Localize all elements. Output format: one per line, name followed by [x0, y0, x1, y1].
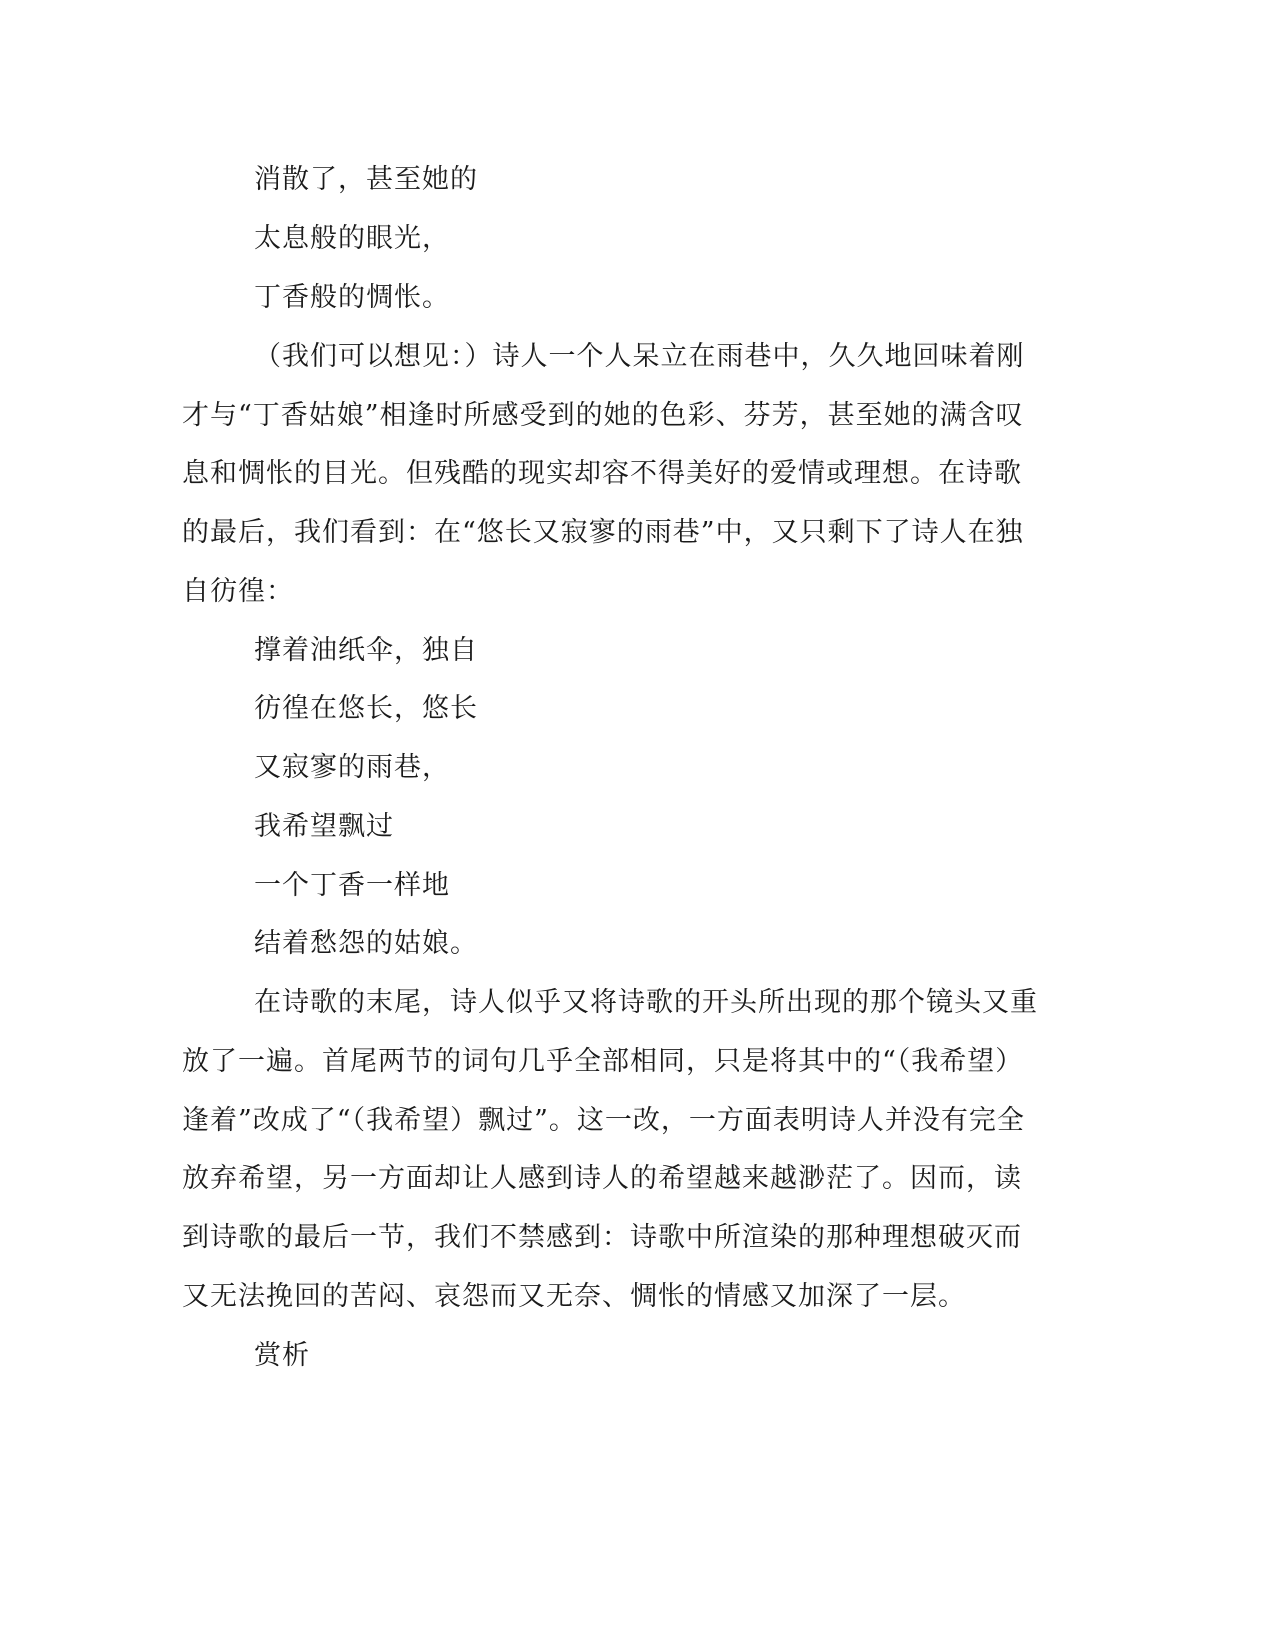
poem-line: 又寂寥的雨巷， — [254, 752, 450, 783]
paragraph-line: （我们可以想见：）诗人一个人呆立在雨巷中，久久地回味着刚 — [254, 341, 1025, 372]
paragraph-line: 放弃希望，另一方面却让人感到诗人的希望越来越渺茫了。因而，读 — [182, 1163, 1022, 1194]
poem-line: 一个丁香一样地 — [254, 870, 450, 901]
paragraph-line: 到诗歌的最后一节，我们不禁感到：诗歌中所渲染的那种理想破灭而 — [182, 1222, 1022, 1253]
section-heading: 赏析 — [254, 1340, 310, 1371]
paragraph-line: 在诗歌的末尾，诗人似乎又将诗歌的开头所出现的那个镜头又重 — [254, 987, 1038, 1018]
paragraph-line: 逢着”改成了“（我希望）飘过”。这一改，一方面表明诗人并没有完全 — [182, 1105, 1025, 1136]
poem-line: 丁香般的惆怅。 — [254, 282, 450, 313]
paragraph-line: 放了一遍。首尾两节的词句几乎全部相同，只是将其中的“（我希望） — [182, 1046, 1024, 1077]
paragraph-line: 又无法挽回的苦闷、哀怨而又无奈、惆怅的情感又加深了一层。 — [182, 1281, 966, 1312]
paragraph-line: 的最后，我们看到：在“悠长又寂寥的雨巷”中，又只剩下了诗人在独 — [182, 517, 1024, 548]
poem-line: 消散了，甚至她的 — [254, 164, 478, 195]
paragraph-line: 才与“丁香姑娘”相逢时所感受到的她的色彩、芬芳，甚至她的满含叹 — [182, 400, 1024, 431]
poem-line: 彷徨在悠长，悠长 — [254, 693, 478, 724]
paragraph-line: 自彷徨： — [182, 576, 294, 607]
poem-line: 结着愁怨的姑娘。 — [254, 928, 478, 959]
poem-line: 撑着油纸伞，独自 — [254, 635, 478, 666]
paragraph-line: 息和惆怅的目光。但残酷的现实却容不得美好的爱情或理想。在诗歌 — [182, 458, 1022, 489]
poem-line: 太息般的眼光， — [254, 223, 450, 254]
poem-line: 我希望飘过 — [254, 811, 394, 842]
